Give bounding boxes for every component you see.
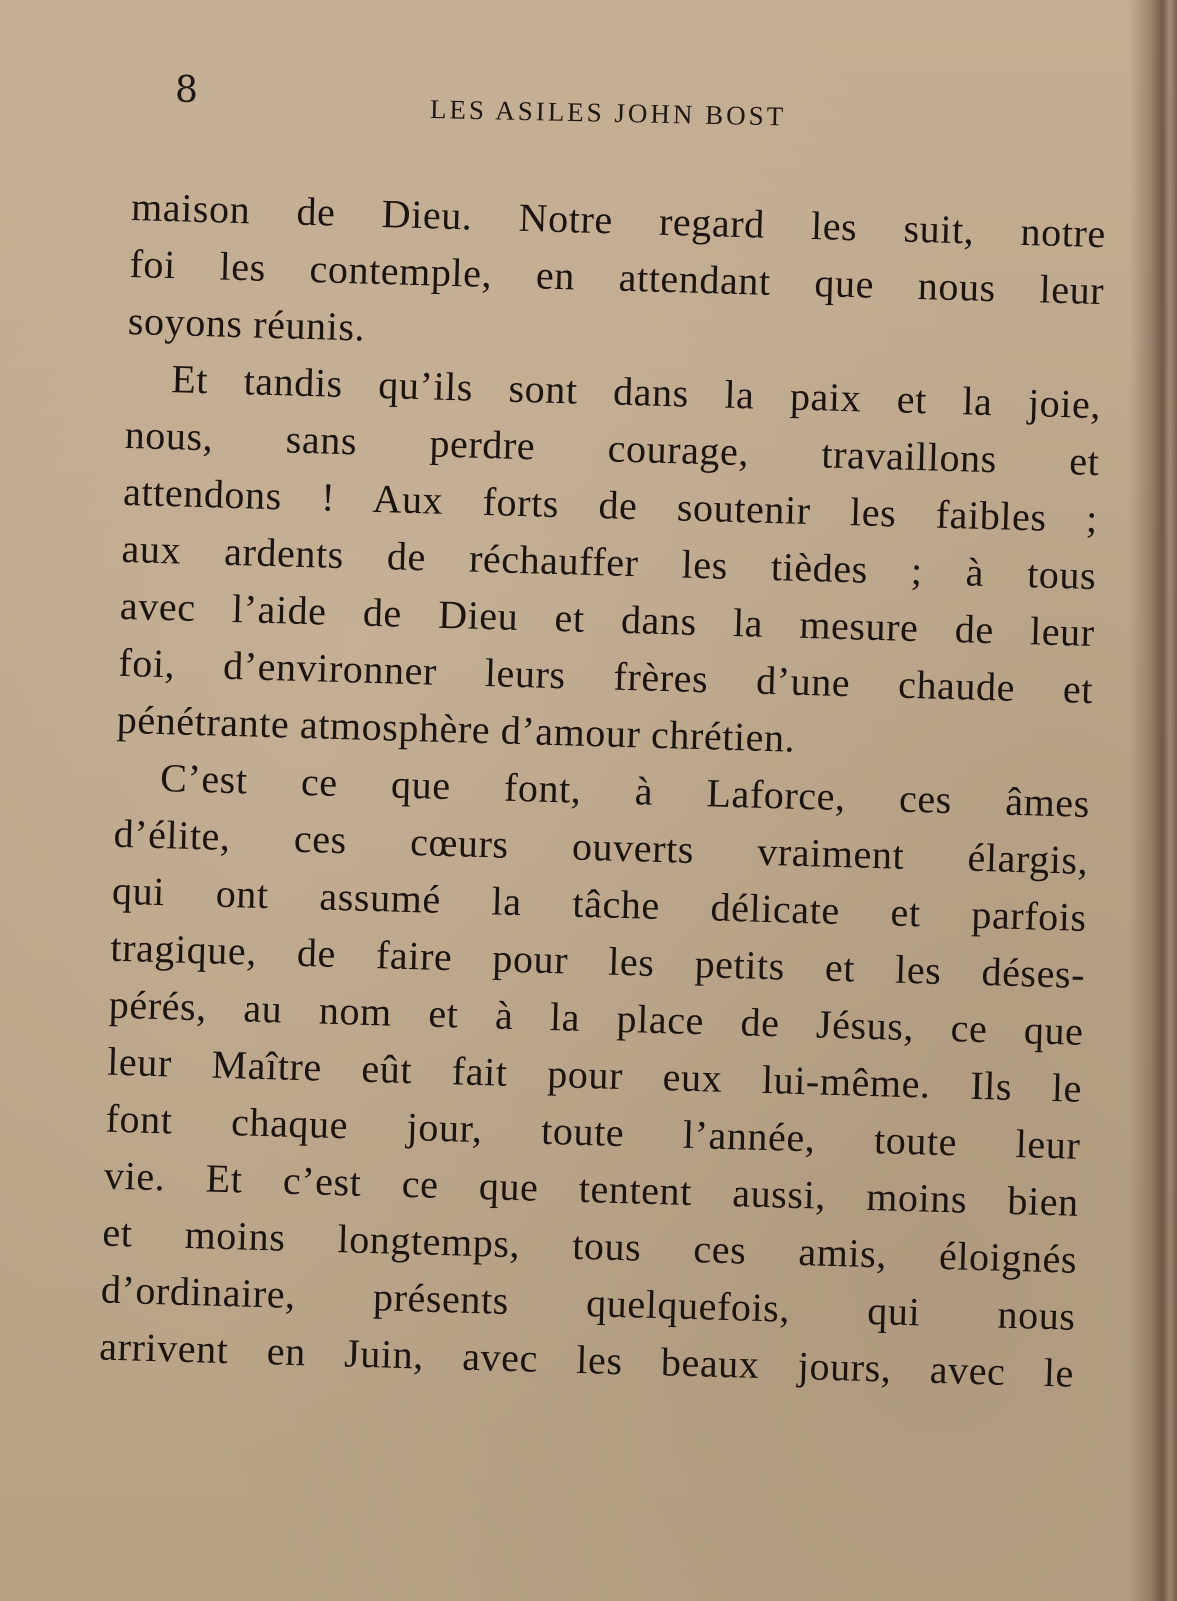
text-line: vie. Et c’est ce que tentent aussi, moins bien [103, 1152, 1080, 1225]
text-line: aux ardents de réchauffer les tièdes ; à tous [121, 525, 1097, 599]
text-line: et moins longtemps, tous ces amis, éloignés [101, 1209, 1078, 1282]
page-edge [1129, 0, 1177, 1601]
text-line: pérés, au nom et à la place de Jésus, ce que [108, 981, 1085, 1054]
text-line: foi les contemple, en attendant que nous leur [128, 240, 1105, 314]
text-line: avec l’aide de Dieu et dans la mesure de leur [119, 582, 1096, 656]
body-text [99, 178, 1107, 1402]
text-line: tragique, de faire pour les petits et les déses- [109, 924, 1086, 997]
page-header [175, 70, 875, 130]
text-line: C’est ce que font, à Laforce, ces âmes [159, 755, 1091, 826]
text-line: maison de Dieu. Notre regard les suit, notre [130, 183, 1107, 257]
running-title: LES ASILES JOHN BOST [429, 94, 787, 132]
text-line: d’élite, ces cœurs ouverts vraiment élargis, [113, 810, 1089, 883]
text-line: attendons ! Aux forts de soutenir les faibles ; [122, 468, 1099, 542]
text-line: pénétrante atmosphère d’amour chrétien. [116, 696, 796, 761]
page-number: 8 [175, 70, 198, 111]
text-line: foi, d’environner leurs frères d’une chaude et [117, 639, 1094, 713]
text-line: d’ordinaire, présents quelquefois, qui nous [100, 1266, 1077, 1339]
text-line: font chaque jour, toute l’année, toute leur [105, 1095, 1081, 1168]
text-line: leur Maître eût fait pour eux lui-même. Ils le [106, 1038, 1083, 1111]
text-line: qui ont assumé la tâche délicate et parfois [111, 867, 1088, 940]
text-line: Et tandis qu’ils sont dans la paix et la joie, [170, 356, 1102, 428]
text-line: soyons réunis. [127, 297, 366, 350]
text-line: nous, sans perdre courage, travaillons et [124, 411, 1101, 485]
text-line: arrivent en Juin, avec les beaux jours, avec le [98, 1323, 1075, 1396]
